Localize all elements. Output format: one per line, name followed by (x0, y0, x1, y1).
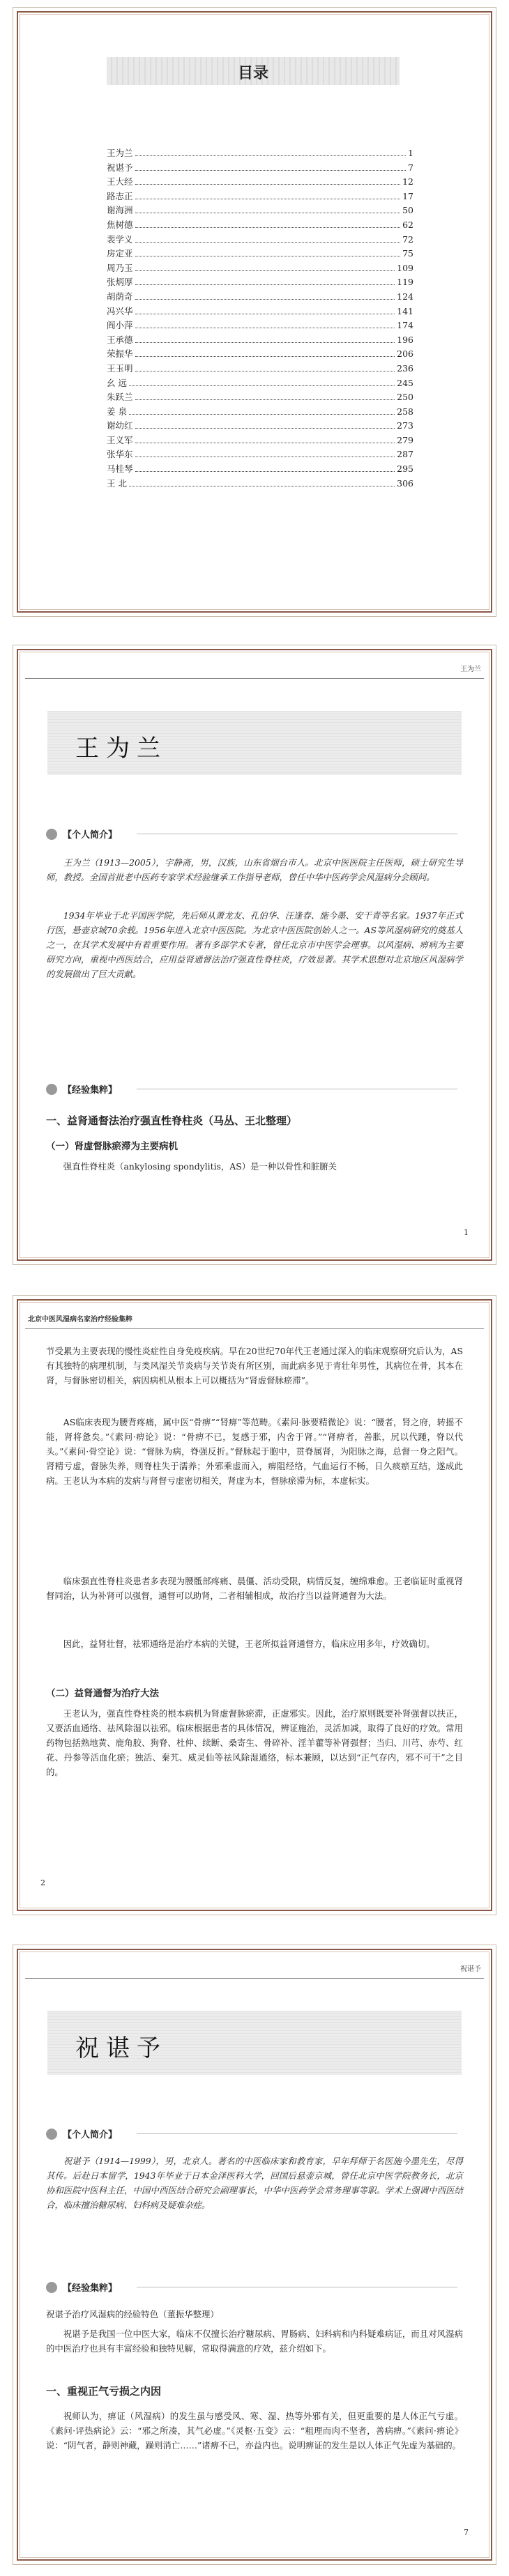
toc-entry-name: 王 北 (107, 477, 127, 489)
toc-leader-dots (135, 291, 395, 300)
toc-entry[interactable] (107, 347, 413, 362)
bullet-icon (46, 2129, 57, 2140)
toc-entry-page: 12 (402, 176, 413, 187)
toc-entry-page: 72 (402, 233, 413, 245)
toc-entry[interactable] (107, 218, 413, 233)
toc-entry-page: 258 (397, 406, 413, 417)
bullet-icon (46, 2282, 57, 2293)
running-head-text: 王为兰 (460, 666, 481, 673)
toc-entry-page: 75 (402, 248, 413, 259)
toc-entry[interactable] (107, 233, 413, 247)
toc-entry-name: 姜 泉 (107, 406, 127, 417)
toc-leader-dots (135, 306, 395, 314)
toc-entry[interactable] (107, 204, 413, 218)
toc-entry-page: 174 (397, 320, 413, 331)
toc-entry-page: 206 (397, 348, 413, 360)
toc-leader-dots (135, 191, 401, 199)
toc-entry-name: 王义军 (107, 434, 133, 445)
toc-entry-name: 谢幼红 (107, 420, 133, 431)
toc-title-band (107, 57, 400, 85)
toc-leader-dots (129, 378, 395, 386)
toc-entry-name: 王为兰 (107, 148, 133, 158)
page-zhu-chenyu (13, 1945, 496, 2565)
running-head (25, 653, 484, 679)
page-number: 1 (464, 1228, 469, 1237)
section-label: 【个人简介】 (63, 2130, 118, 2140)
running-head (25, 1303, 484, 1329)
section-label: 【经验集粹】 (63, 2283, 118, 2294)
toc-leader-dots (135, 449, 395, 457)
toc-entry[interactable] (107, 275, 413, 290)
toc-entry-name: 张炳厚 (107, 277, 133, 288)
toc-entry-page: 7 (408, 162, 413, 173)
author-name: 祝谌予 (75, 2034, 167, 2062)
section-label: 【经验集粹】 (63, 1085, 118, 1096)
toc-title: 目录 (237, 64, 268, 82)
toc-leader-dots (135, 263, 395, 271)
name-band (47, 711, 462, 775)
toc-entry-name: 王玉明 (107, 362, 133, 374)
toc-entry-name: 荣振华 (107, 348, 133, 360)
toc-entry[interactable] (107, 419, 413, 434)
body-paragraph-2: AS临床表现为腰背疼痛，属中医“骨痹”“肾痹”等范畴。《素问·脉要精微论》说：“腰者，肾之府，转摇不能，肾将惫矣。”《素问·痹论》说：“骨痹不已，复感于邪，内舍于肾。”“肾痹者，善胀，尻以代踵，脊以代头。”《素问·骨空论》说：“督脉为病，脊强反折。”督脉起于胞中，贯脊属肾，为阳脉之海，总督一身之阳气。肾精亏虚，督脉失养，则脊柱失于濡养；外邪乘虚而入，痹阻经络，气血运行不畅，日久痰瘀互结，遂成此病。王老认为本病的发病与肾督亏虚密切相关，肾虚为本，督脉瘀滞为标，本虚标实。 (46, 1417, 463, 1486)
toc-entry-page: 62 (402, 219, 413, 230)
toc-entry-name: 阎小萍 (107, 320, 133, 331)
running-head-text: 北京中医风湿病名家治疗经验集粹 (28, 1316, 132, 1324)
page-2-text (13, 1295, 496, 1915)
toc-entry[interactable] (107, 434, 413, 448)
toc-leader-dots (135, 335, 395, 343)
toc-leader-dots (135, 392, 395, 400)
toc-entry[interactable] (107, 462, 413, 477)
toc-leader-dots (129, 406, 395, 415)
bullet-icon (46, 1084, 57, 1095)
section-label: 【个人简介】 (63, 830, 118, 841)
toc-leader-dots (135, 435, 395, 443)
toc-leader-dots (135, 234, 401, 243)
toc-entry-name: 马桂琴 (107, 463, 133, 475)
intro-paragraph-1: 王为兰（1913—2005），字静斋，男，汉族，山东省烟台市人。北京中医医院主任医师，硕士研究生导师，教授。全国首批老中医药专家学术经验继承工作指导老师，曾任中华中医药学会风湿病分会顾问。 (46, 857, 463, 882)
toc-entry-page: 1 (408, 148, 413, 158)
toc-leader-dots (135, 320, 395, 328)
toc-entry-name: 朱跃兰 (107, 392, 133, 403)
toc-leader-dots (135, 463, 395, 472)
toc-entry-name: 祝谌予 (107, 162, 133, 173)
heading-1: 一、益肾通督法治疗强直性脊柱炎（马丛、王北整理） (46, 1114, 298, 1127)
toc-entry[interactable] (107, 247, 413, 261)
heading-2: （一）肾虚督脉瘀滞为主要病机 (46, 1141, 178, 1152)
toc-leader-dots (135, 162, 407, 171)
toc-entry-name: 房定亚 (107, 248, 133, 259)
toc-entry[interactable] (107, 305, 413, 319)
toc-entry[interactable] (107, 376, 413, 391)
page-number: 7 (464, 2528, 469, 2537)
toc-leader-dots (129, 478, 395, 486)
toc-entry[interactable] (107, 319, 413, 333)
bullet-icon (46, 829, 57, 840)
toc-entry-name: 幺 远 (107, 377, 127, 388)
intro-paragraph-1: 祝谌予（1914—1999），男，北京人。著名的中医临床家和教育家，早年拜师于名医施今墨先生，尽得其传。后赴日本留学，1943年毕业于日本金泽医科大学，回国后悬壶京城，曾任北京中医学院教务长，北京协和医院中医科主任，中国中西医结合研究会副理事长，中华中医药学会常务理事等职。学术上强调中西医结合，临床擅治糖尿病、妇科病及疑难杂症。 (46, 2156, 463, 2210)
toc-entry-page: 273 (397, 420, 413, 431)
toc-entry-page: 109 (397, 262, 413, 273)
toc-entry[interactable] (107, 333, 413, 348)
toc-leader-dots (135, 205, 401, 213)
body-paragraph-4: 因此，益肾壮督，祛邪通络是治疗本病的关键，王老所拟益肾通督方，临床应用多年，疗效确切。 (63, 1639, 435, 1649)
toc-entry-name: 王大经 (107, 176, 133, 187)
running-head-text: 祝谌予 (460, 1965, 481, 1973)
toc-entry[interactable] (107, 477, 413, 491)
toc-entry-page: 50 (402, 205, 413, 216)
toc-entry-name: 周乃玉 (107, 262, 133, 273)
page-number: 2 (40, 1878, 45, 1887)
toc-entry-page: 141 (397, 305, 413, 316)
page-wang-weilan (13, 645, 496, 1265)
toc-entry-page: 295 (397, 463, 413, 475)
toc-entry-page: 306 (397, 477, 413, 489)
toc-leader-dots (135, 176, 401, 185)
name-band (47, 2011, 462, 2075)
toc-entry[interactable] (107, 161, 413, 176)
author-name: 王为兰 (75, 735, 167, 762)
toc-list (107, 146, 413, 491)
toc-entry[interactable] (107, 261, 413, 276)
toc-leader-dots (135, 363, 395, 371)
toc-entry[interactable] (107, 290, 413, 305)
toc-leader-dots (135, 220, 401, 228)
experience-title: 祝谌予治疗风湿病的经验特色（董振华整理） (46, 2309, 219, 2320)
toc-entry-name: 张华东 (107, 449, 133, 460)
toc-entry-page: 245 (397, 377, 413, 388)
toc-entry-name: 谢海洲 (107, 205, 133, 216)
toc-entry[interactable] (107, 175, 413, 190)
toc-entry-page: 250 (397, 392, 413, 403)
toc-page (13, 7, 496, 617)
toc-entry[interactable] (107, 447, 413, 462)
body-paragraph-1: 节受累为主要表现的慢性炎症性自身免疫疾病。早在20世纪70年代王老通过深入的临床观察研究后认为，AS有其独特的病理机制，与类风湿关节炎病与关节炎有所区别，而此病多见于青壮年男性，其病位在骨，其本在肾，与督脉密切相关，病因病机从根本上可以概括为“肾虚督脉瘀滞”。 (46, 1346, 463, 1386)
section-tag-intro (46, 2127, 117, 2140)
toc-entry-page: 279 (397, 434, 413, 445)
body-paragraph-3: 临床强直性脊柱炎患者多表现为腰骶部疼痛、晨僵、活动受限，病情反复，缠绵难愈。王老临证时重视肾督同治，认为补肾可以强督，通督可以助肾，二者相辅相成，故治疗当以益肾通督为大法。 (46, 1576, 463, 1601)
toc-leader-dots (135, 277, 395, 285)
toc-entry-page: 124 (397, 291, 413, 302)
toc-leader-dots (135, 348, 395, 357)
heading-1: 一、重视正气亏损之内因 (46, 2385, 162, 2398)
toc-entry-page: 17 (402, 190, 413, 201)
page-frame-inner2 (20, 1302, 489, 1908)
heading-2: （二）益肾通督为治疗大法 (46, 1688, 159, 1699)
toc-leader-dots (135, 148, 407, 156)
section-tag-intro (46, 827, 117, 841)
section-tag-experience (46, 1082, 117, 1096)
running-head (25, 1953, 484, 1979)
toc-entry-name: 胡荫奇 (107, 291, 133, 302)
toc-entry[interactable] (107, 190, 413, 204)
body-paragraph: 强直性脊柱炎（ankylosing spondylitis，AS）是一种以骨性和脏腑关 (63, 1161, 337, 1172)
toc-entry[interactable] (107, 405, 413, 420)
toc-entry[interactable] (107, 146, 413, 161)
toc-entry-page: 236 (397, 362, 413, 374)
toc-entry[interactable] (107, 390, 413, 405)
toc-entry[interactable] (107, 362, 413, 376)
toc-entry-page: 287 (397, 449, 413, 460)
toc-entry-name: 裴学义 (107, 233, 133, 245)
body-paragraph: 祝师认为，痹证（风湿病）的发生虽与感受风、寒、湿、热等外邪有关，但更重要的是人体正气亏虚。《素问·评热病论》云：“邪之所凑，其气必虚。”《灵枢·五变》云：“粗理而肉不坚者，善病痹。”《素问·痹论》说：“阴气者，静则神藏，躁则消亡……”诸痹不已，亦益内也。说明痹证的发生是以人体正气先虚为基础的。 (46, 2411, 463, 2451)
toc-entry-page: 196 (397, 334, 413, 345)
toc-leader-dots (135, 248, 401, 256)
toc-entry-page: 119 (397, 277, 413, 288)
intro-paragraph-2: 1934年毕业于北平国医学院，先后师从萧龙友、孔伯华、汪逢春、施今墨、安干青等名家。1937年正式行医，悬壶京城70余载。1956年进入北京中医医院。为北京中医医院创始人之一。AS等风湿病研究的奠基人之一，在其学术发展中有着重要作用。著有多部学术专著，曾任北京市中医学会理事。以风湿病、痹病为主要研究方向，重视中西医结合，应用益肾通督法治疗强直性脊柱炎，疗效显著。其学术思想对北京地区风湿病学的发展做出了巨大贡献。 (46, 910, 463, 979)
toc-entry-name: 王承德 (107, 334, 133, 345)
toc-leader-dots (135, 420, 395, 429)
section-tag-experience (46, 2280, 117, 2294)
toc-entry-name: 路志正 (107, 190, 133, 201)
body-paragraph-5: 王老认为，强直性脊柱炎的根本病机为肾虚督脉瘀滞，正虚邪实。因此，治疗原则既要补肾强督以扶正，又要活血通络、祛风除湿以祛邪。临床根据患者的具体情况，辨证施治，灵活加减，取得了良好的疗效。常用药物包括熟地黄、鹿角胶、狗脊、杜仲、续断、桑寄生、骨碎补、淫羊藿等补肾强督；当归、川芎、赤芍、红花、丹参等活血化瘀；独活、秦艽、威灵仙等祛风除湿通络，标本兼顾，以达到“正气存内，邪不可干”之目的。 (46, 1708, 463, 1777)
experience-paragraph: 祝谌予是我国一位中医大家，临床不仅擅长治疗糖尿病、胃肠病、妇科病和内科疑难病证，而且对风湿病的中医治疗也具有丰富经验和独特见解，常取得满意的疗效，兹介绍如下。 (46, 2329, 463, 2354)
toc-entry-name: 焦树德 (107, 219, 133, 230)
toc-entry-name: 冯兴华 (107, 305, 133, 316)
